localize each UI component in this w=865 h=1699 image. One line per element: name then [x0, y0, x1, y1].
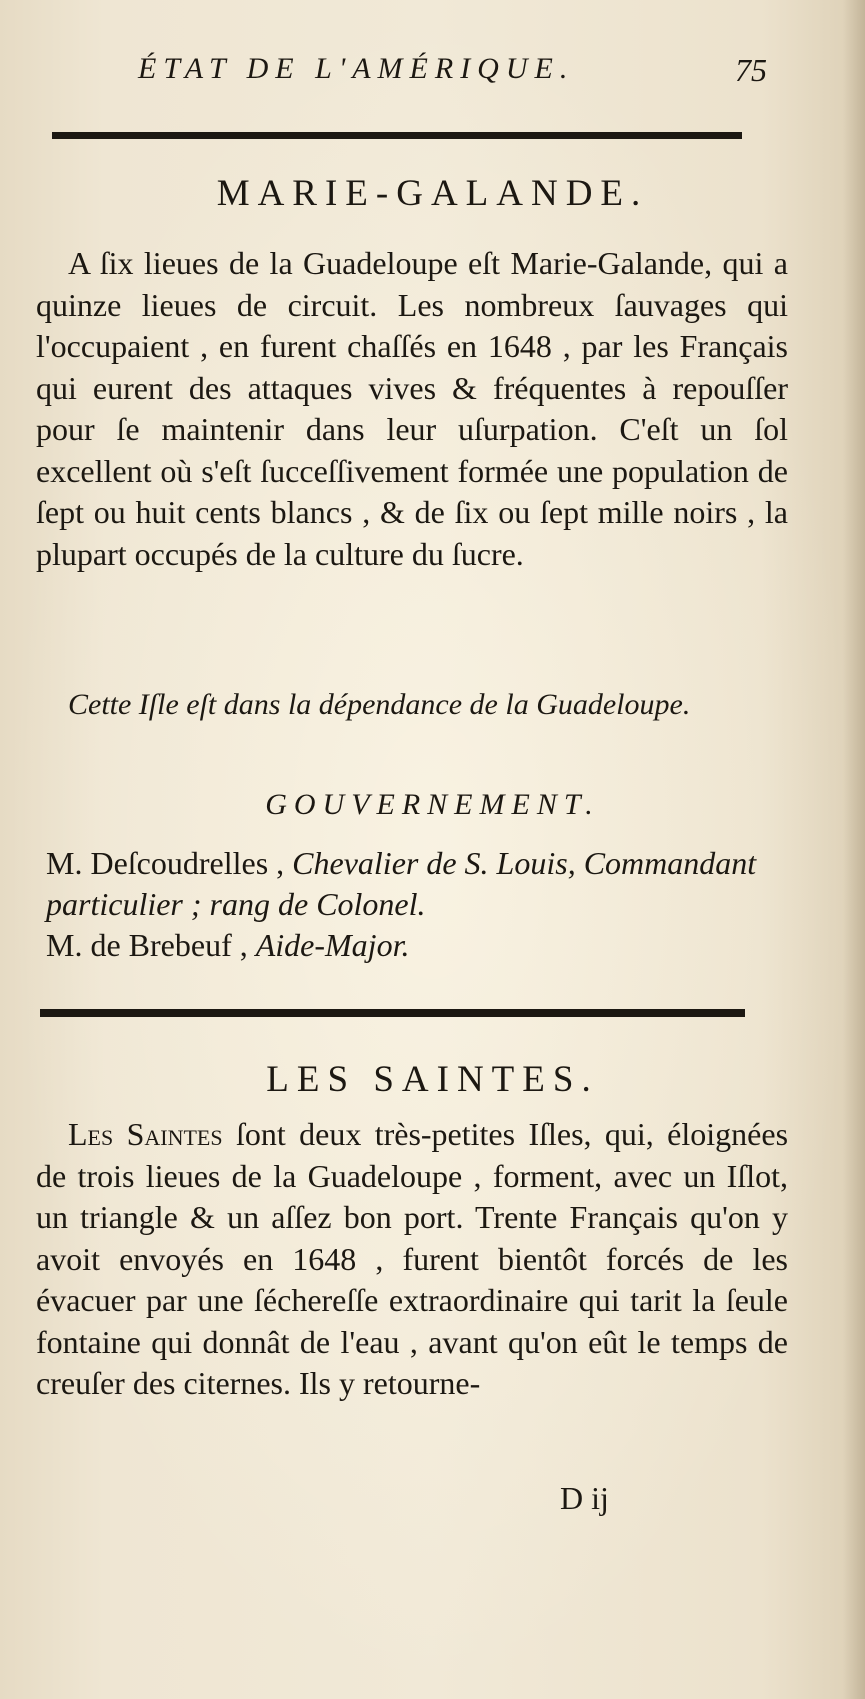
entry-role: Chevalier de S. Louis, Commandant particulier ; rang de Colonel. — [46, 845, 757, 922]
government-heading: GOUVERNEMENT. — [265, 788, 600, 821]
dependency-note — [36, 684, 788, 726]
paragraph-les-saintes — [36, 1114, 788, 1405]
section-divider-rule — [40, 1009, 745, 1017]
page-gutter-shadow — [843, 0, 865, 1699]
running-title: ÉTAT DE L'AMÉRIQUE. — [138, 52, 575, 85]
paragraph-text: A ſix lieues de la Guadeloupe eſt Marie-Galande, qui a quinze lieues de circuit. Les nombreux ſauvages qui l'occupaient , en furent chaſſés en 1648 , par les Français qui eurent des attaques vives & fréquentes à repouſſer pour ſe maintenir dans leur uſurpation. C'eſt un ſol excellent où s'eſt ſucceſſivement formée une population de ſept ou huit cents blancs , & de ſix ou ſept mille noirs , la plupart occupés de la culture du ſucre. — [36, 245, 788, 572]
entry-name: M. Deſcoudrelles , — [46, 845, 285, 881]
government-entry — [46, 843, 776, 925]
signature-mark: D ij — [560, 1480, 609, 1516]
section-title-les-saintes: LES SAINTES. — [266, 1059, 599, 1100]
top-rule — [52, 132, 742, 139]
note-text: Cette Iſle eſt dans la dépendance de la Guadeloupe. — [68, 688, 691, 721]
paragraph-text: ſont deux très-petites Iſles, qui, éloignées de trois lieues de la Guadeloupe , forment, avec un Iſlot, un triangle & un aſſez bon port. Trente Français qu'on y avoit envoyés en 1648 , furent bientôt forcés de les évacuer par une ſéchereſſe extraordinaire qui tarit la ſeule fontaine qui donnât de l'eau , avant qu'on eût le temps de creuſer des citernes. Ils y retourne- — [36, 1116, 789, 1401]
government-entry — [46, 925, 776, 966]
entry-name: M. de Brebeuf , — [46, 927, 248, 963]
paragraph-marie-galande — [36, 243, 788, 575]
page-number: 75 — [735, 52, 767, 88]
lead-words: Les Saintes — [68, 1116, 223, 1152]
entry-role: Aide-Major. — [255, 927, 410, 963]
section-title-marie-galande: MARIE-GALANDE. — [216, 173, 649, 214]
